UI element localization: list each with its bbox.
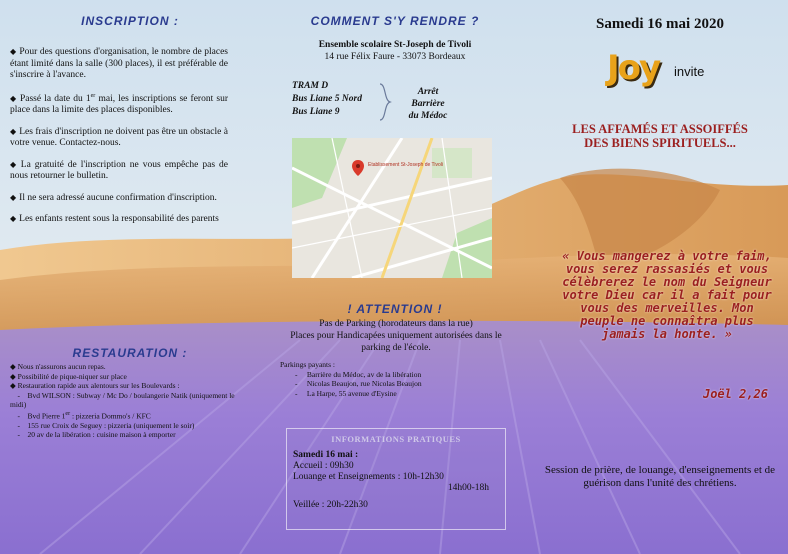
restauration-title: RESTAURATION :	[72, 346, 188, 360]
parking-title: Parkings payants :	[280, 360, 335, 369]
attention-line: Pas de Parking (horodateurs dans la rue)	[319, 319, 473, 329]
transport-item: TRAM D	[292, 81, 329, 91]
restauration-list	[10, 362, 240, 440]
brace-icon	[378, 82, 392, 122]
transport-item: Bus Liane 9	[292, 107, 340, 117]
cover-footer: Session de prière, de louange, d'enseignements et de guérison dans l'unité des chrétiens.	[544, 464, 776, 489]
restauration-bullet: ◆ Possibilité de pique-niquer sur place	[10, 371, 127, 381]
cover-title-line: DES BIENS SPIRITUELS...	[584, 136, 736, 150]
inscription-item: ◆ Les frais d'inscription ne doivent pas être un obstacle à votre venue. Contactez-nous.	[10, 126, 228, 149]
stop-line: du Médoc	[408, 111, 448, 121]
info-louange: Louange et Enseignements : 10h-12h30	[293, 472, 444, 482]
map-label: Etablissement St-Joseph de Tivoli	[368, 162, 444, 168]
restauration-place: - Bvd WILSON : Subway / Mc Do / boulangerie Natik (uniquement le midi)	[10, 390, 235, 409]
cover-title-line: LES AFFAMÉS ET ASSOIFFÉS	[572, 122, 748, 136]
info-box	[286, 428, 506, 530]
transport-list	[292, 80, 362, 119]
school-address: 14 rue Félix Faure - 33073 Bordeaux	[324, 52, 466, 62]
restauration-place: - 20 av de la libération : cuisine maison à emporter	[10, 430, 176, 439]
info-louange-afternoon: 14h00-18h	[447, 483, 489, 493]
invite-text: invite	[674, 64, 705, 79]
attention-line: Places pour Handicapées uniquement autorisées dans le parking de l'école.	[290, 331, 502, 353]
parking-item: - La Harpe, 55 avenue d'Eysine	[280, 388, 397, 398]
attention-title: ! ATTENTION !	[347, 302, 443, 316]
event-date: Samedi 16 mai 2020	[596, 16, 724, 32]
restauration-bullet: ◆ Nous n'assurons aucun repas.	[10, 362, 106, 371]
parking-list	[280, 360, 510, 398]
info-veillee: Veillée : 20h-22h30	[293, 500, 368, 510]
info-accueil: Accueil : 09h30	[293, 461, 354, 471]
stop-name	[398, 86, 458, 122]
parking-item: - Nicolas Beaujon, rue Nicolas Beaujon	[280, 379, 422, 388]
restauration-place: - 155 rue Croix de Seguey : pizzeria (uniquement le soir)	[10, 420, 195, 430]
inscription-item: ◆ Il ne sera adressé aucune confirmation d'inscription.	[10, 192, 217, 203]
inscription-item: ◆ Les enfants restent sous la responsabilité des parents	[10, 214, 219, 225]
school-name: Ensemble scolaire St-Joseph de Tivoli	[318, 40, 472, 50]
stop-line: Arrêt	[417, 87, 439, 97]
transport-item: Bus Liane 5 Nord	[292, 94, 362, 104]
location-map[interactable]	[292, 138, 492, 278]
inscription-item: ◆ La gratuité de l'inscription ne vous empêche pas de nous retourner le bulletin.	[10, 159, 228, 182]
info-date: Samedi 16 mai :	[293, 450, 359, 460]
attention-text	[282, 318, 510, 354]
inscription-item: ◆ Pour des questions d'organisation, le nombre de places étant limité dans la salle (300 places), il est préférable de s'inscrire à l'avance.	[10, 47, 228, 80]
restauration-bullet: ◆ Restauration rapide aux alentours sur les Boulevards :	[10, 381, 180, 390]
joy-logo-text: Joy	[607, 48, 660, 88]
inscription-title: INSCRIPTION :	[81, 14, 179, 28]
comment-title: COMMENT S'Y RENDRE ?	[310, 14, 480, 28]
bible-verse: « Vous mangerez à votre faim, vous serez rassasiés et vous célèbrerez le nom du Seigneur votre Dieu car il a fait pour vous des merveilles. Mon peuple ne connaîtra plus jamais la honte. »	[562, 249, 772, 341]
info-title: INFORMATIONS PRATIQUES	[331, 434, 461, 444]
parking-item: - Barrière du Médoc, av de la libération	[280, 369, 422, 379]
stop-line: Barrière	[411, 99, 445, 109]
verse-reference: Joël 2,26	[702, 387, 768, 401]
inscription-list	[10, 46, 228, 235]
restauration-place: - Bvd Pierre 1er : pizzeria Dommo's / KFC	[10, 410, 151, 420]
cover-title	[540, 122, 780, 150]
inscription-item: ◆ Passé la date du 1er mai, les inscriptions se feront sur place dans la limite des places disponibles.	[10, 92, 228, 116]
joy-logo	[607, 48, 659, 88]
